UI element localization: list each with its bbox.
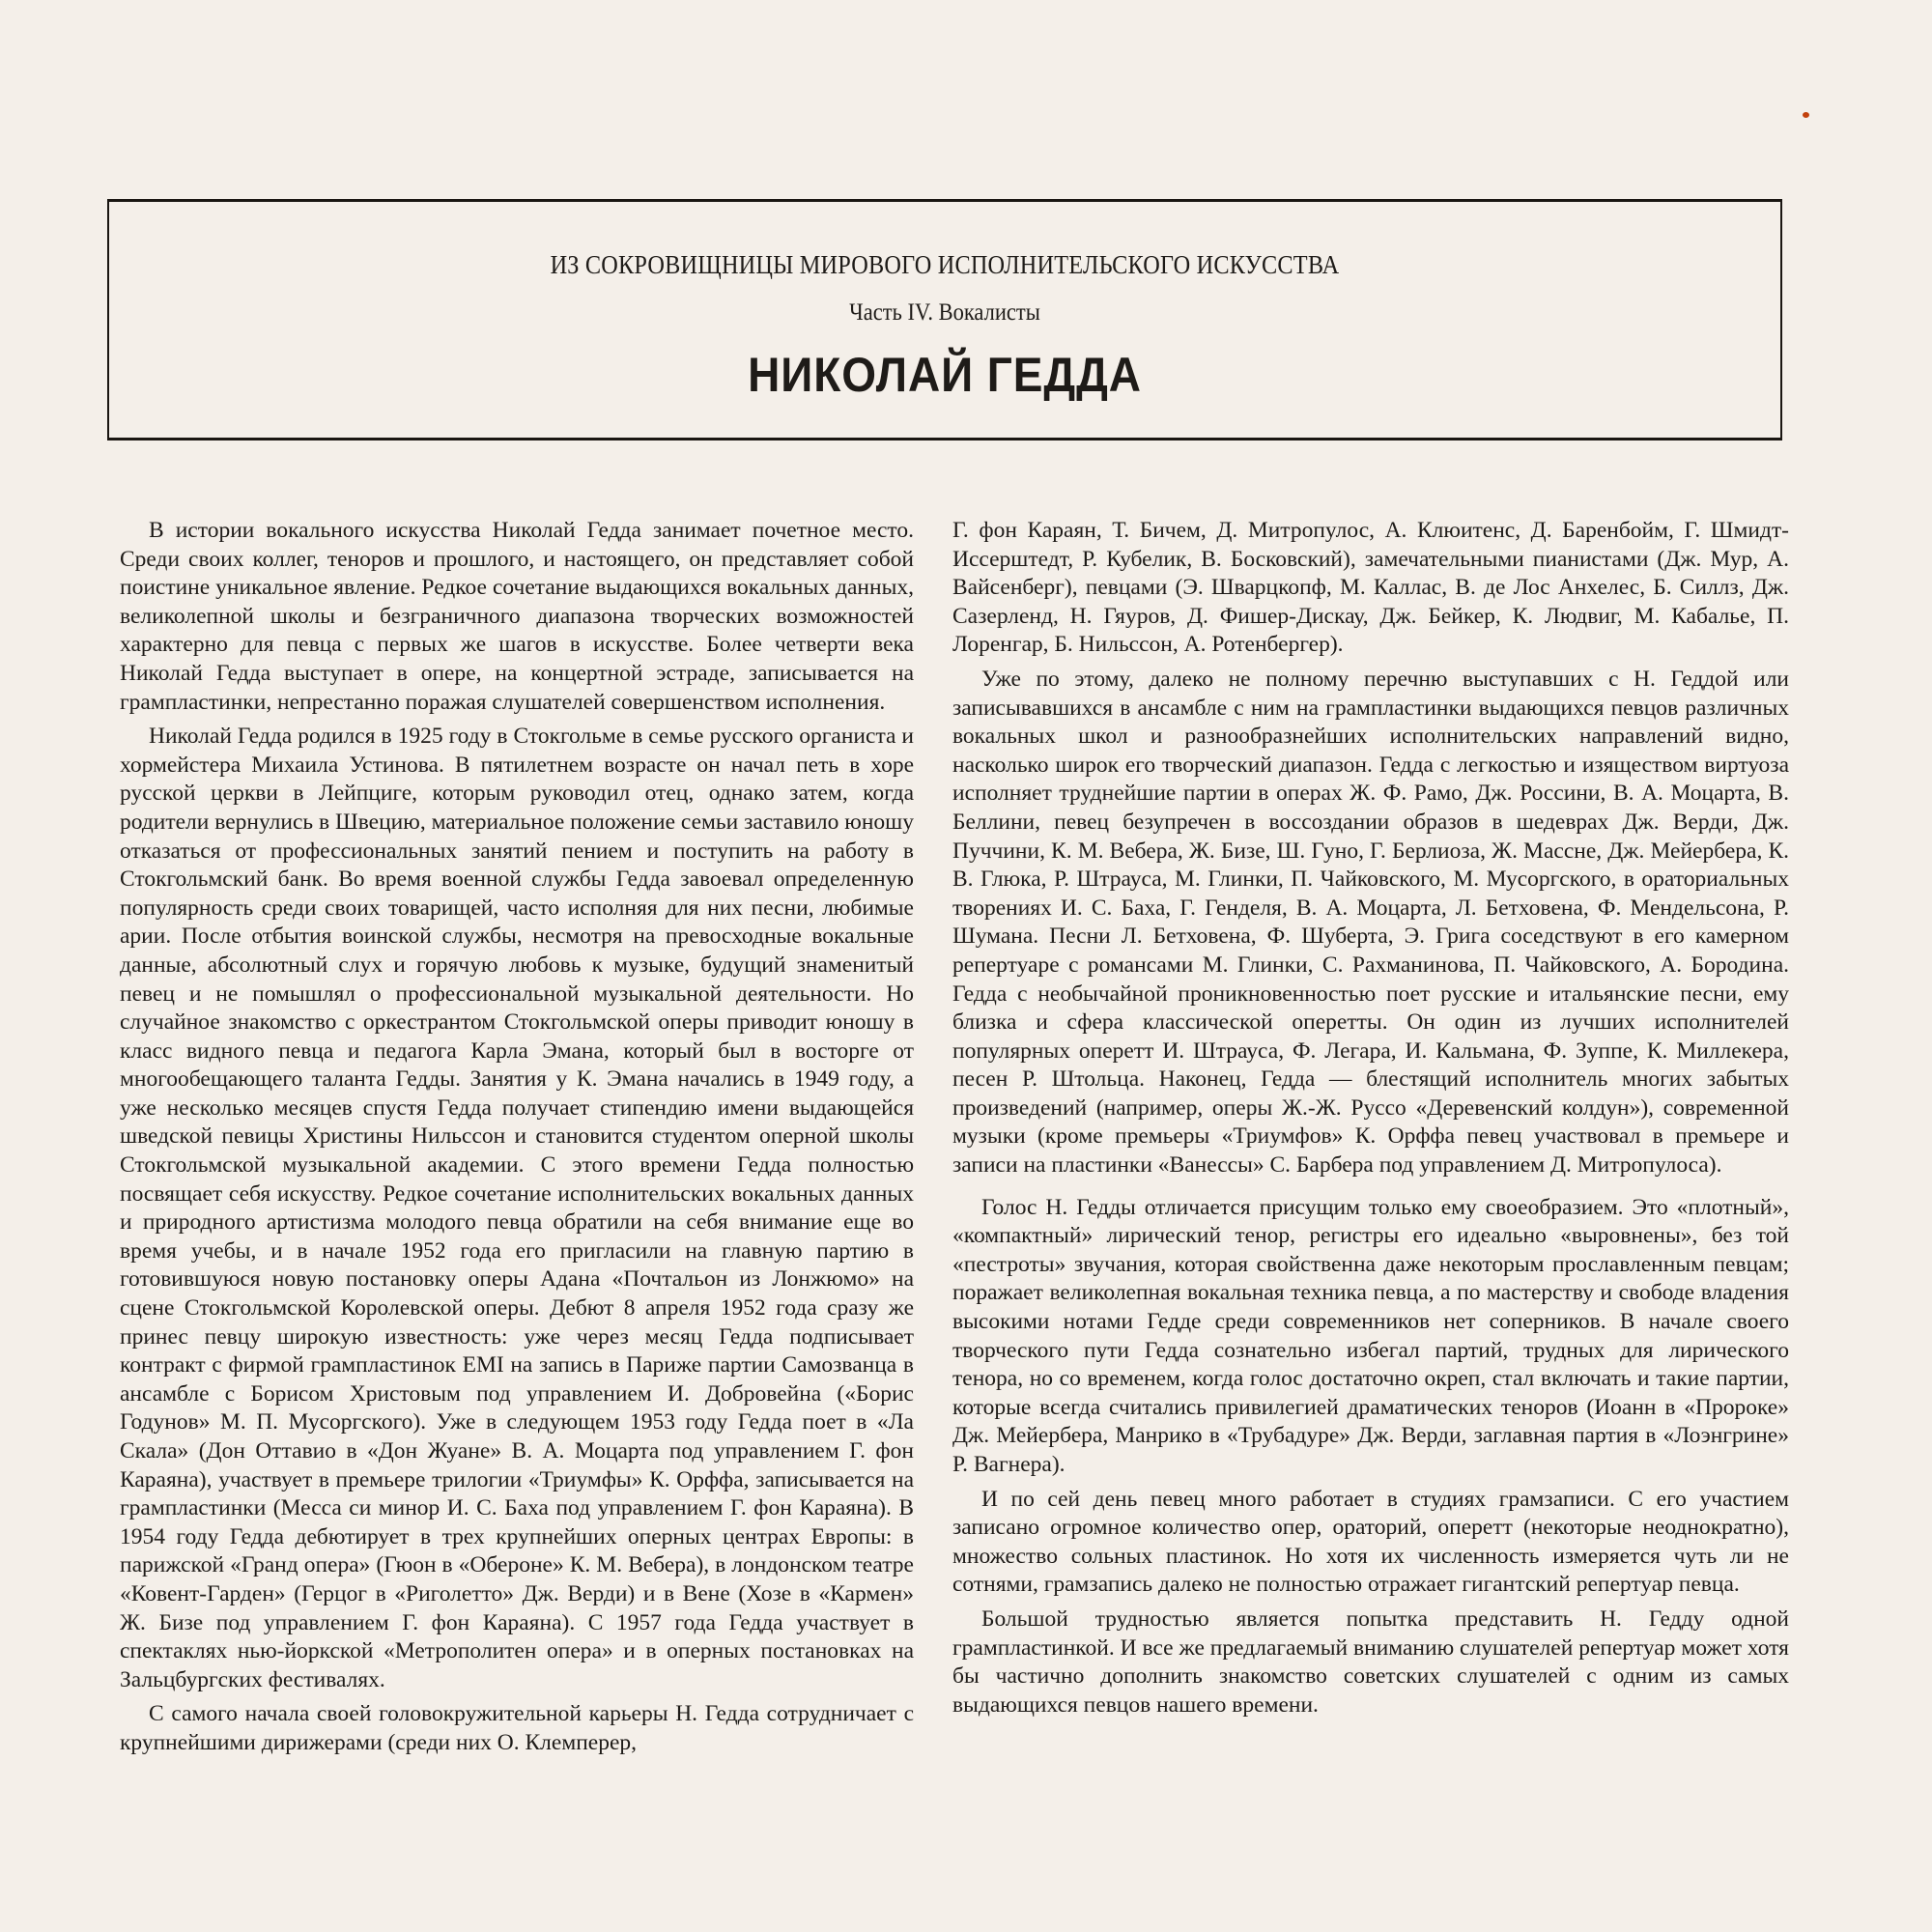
paragraph: Г. фон Караян, Т. Бичем, Д. Митропулос, А. Клюитенс, Д. Баренбойм, Г. Шмидт-Иссерштедт, Р. Кубелик, В. Босковский), замечательными пианистами (Дж. Мур, А. Вайсенберг), певцами (Э. Шварцкопф, М. Каллас, В. де Лос Анхелес, Б. Силлз, Дж. Сазерленд, Н. Гяуров, Д. Фишер-Дискау, Дж. Бейкер, К. Людвиг, М. Кабалье, П. Лоренгар, Б. Нильссон, А. Ротенбергер). bbox=[952, 518, 1789, 658]
series-title: ИЗ СОКРОВИЩНИЦЫ МИРОВОГО ИСПОЛНИТЕЛЬСКОГО ИСКУССТВА bbox=[550, 250, 1340, 279]
paragraph: Уже по этому, далеко не полному перечню выступавших с Н. Геддой или записывавшихся в ансамбле с ним на грампластинки выдающихся певцов различных вокальных школ и разнообразнейших исполнительских направлений видно, насколько широк его творческий диапазон. Гедда с легкостью и изяществом виртуоза исполняет труднейшие партии в операх Ж. Ф. Рамо, Дж. Россини, В. А. Моцарта, В. Беллини, певец безупречен в воссоздании образов в шедеврах Дж. Верди, Дж. Пуччини, К. М. Вебера, Ж. Бизе, Ш. Гуно, Г. Берлиоза, Ж. Массне, Дж. Мейербера, К. В. Глюка, Р. Штрауса, М. Глинки, П. Чайковского, М. Мусоргского, в ораториальных творениях И. С. Баха, Г. Генделя, В. А. Моцарта, Л. Бетховена, Ф. Мендельсона, Р. Шумана. Песни Л. Бетховена, Ф. Шуберта, Э. Грига соседствуют в его камерном репертуаре с романсами М. Глинки, С. Рахманинова, П. Чайковского, А. Бородина. Гедда с необычайной проникновенностью поет русские и итальянские песни, ему близка и сфера классической оперетты. Он один из лучших исполнителей популярных оперетт И. Штрауса, Ф. Легара, И. Кальмана, Ф. Зуппе, К. Миллекера, песен Р. Штольца. Наконец, Гедда — блестящий исполнитель многих забытых произведений (например, оперы Ж.-Ж. Руссо «Деревенский колдун»), современной музыки (кроме премьеры «Триумфов» К. Орффа певец участвовал в премьере и записи на пластинки «Ванессы» С. Барбера под управлением Д. Митропулоса). bbox=[952, 666, 1789, 1179]
paragraph: С самого начала своей головокружительной карьеры Н. Гедда сотрудничает с крупнейшими дирижерами (среди них О. Клемперер, bbox=[120, 1701, 914, 1755]
part-title: Часть IV. Вокалисты bbox=[849, 299, 1040, 326]
right-column bbox=[952, 517, 1789, 1725]
title-frame bbox=[107, 199, 1782, 440]
page-title: НИКОЛАЙ ГЕДДА bbox=[748, 348, 1142, 402]
paragraph: Большой трудностью является попытка представить Н. Гедду одной грампластинкой. И все же предлагаемый вниманию слушателей репертуар может хотя бы частично дополнить знакомство советских слушателей с одним из самых выдающихся певцов нашего времени. bbox=[952, 1605, 1789, 1718]
paper-stain bbox=[1803, 112, 1809, 118]
paragraph: Голос Н. Гедды отличается присущим только ему своеобразием. Это «плотный», «компактный» лирический тенор, регистры его идеально «выровнены», без той «пестроты» звучания, которая свойственна даже некоторым прославленным певцам; поражает великолепная вокальная техника певца, а по мастерству и свободе владения высокими нотами Гедде среди современников нет соперников. В начале своего творческого пути Гедда сознательно избегал партий, трудных для лирического тенора, но со временем, когда голос достаточно окреп, стал включать и такие партии, которые всегда считались привилегией драматических теноров (Иоанн в «Пророке» Дж. Мейербера, Манрико в «Трубадуре» Дж. Верди, заглавная партия в «Лоэнгрине» Р. Вагнера). bbox=[952, 1194, 1789, 1477]
left-column bbox=[120, 517, 914, 1764]
paragraph: И по сей день певец много работает в студиях грамзаписи. С его участием записано огромное количество опер, ораторий, оперетт (некоторые неоднократно), множество сольных пластинок. Но хотя их численность измеряется чуть ли не сотнями, грамзапись далеко не полностью отражает гигантский репертуар певца. bbox=[952, 1486, 1789, 1598]
paragraph: В истории вокального искусства Николай Гедда занимает почетное место. Среди своих коллег, теноров и прошлого, и настоящего, он представляет собой поистине уникальное явление. Редкое сочетание выдающихся вокальных данных, великолепной школы и безграничного диапазона творческих возможностей характерно для певца с первых же шагов в искусстве. Более четверти века Николай Гедда выступает в опере, на концертной эстраде, записывается на грампластинки, непрестанно поражая слушателей совершенством исполнения. bbox=[120, 518, 914, 715]
paragraph: Николай Гедда родился в 1925 году в Стокгольме в семье русского органиста и хормейстера Михаила Устинова. В пятилетнем возрасте он начал петь в хоре русской церкви в Лейпциге, которым руководил отец, однако затем, когда родители вернулись в Швецию, материальное положение семьи заставило юношу отказаться от профессиональных занятий пением и поступить на работу в Стокгольмский банк. Во время военной службы Гедда завоевал определенную популярность среди своих товарищей, часто исполняя для них песни, любимые арии. После отбытия воинской службы, несмотря на превосходные вокальные данные, абсолютный слух и горячую любовь к музыке, будущий знаменитый певец и не помышлял о профессиональной музыкальной деятельности. Но случайное знакомство с оркестрантом Стокгольмской оперы приводит юношу в класс видного певца и педагога Карла Эмана, который был в восторге от многообещающего таланта Гедды. Занятия у К. Эмана начались в 1949 году, а уже несколько месяцев спустя Гедда получает стипендию имени выдающейся шведской певицы Христины Нильссон и становится студентом оперной школы Стокгольмской музыкальной академии. С этого времени Гедда полностью посвящает себя искусству. Редкое сочетание исполнительских вокальных данных и природного артистизма молодого певца обратили на себя внимание еще во время учебы, и в начале 1952 года его пригласили на главную партию в готовившуюся новую постановку оперы Адана «Почтальон из Лонжюмо» на сцене Стокгольмской Королевской оперы. Дебют 8 апреля 1952 года сразу же принес певцу широкую известность: уже через месяц Гедда подписывает контракт с фирмой грампластинок EMI на запись в Париже партии Самозванца в ансамбле с Борисом Христовым под управлением И. Добровейна («Борис Годунов» М. П. Мусоргского). Уже в следующем 1953 году Гедда поет в «Ла Скала» (Дон Оттавио в «Дон Жуане» В. А. Моцарта под управлением Г. фон Караяна), участвует в премьере трилогии «Триумфы» К. Орффа, записывается на грампластинки (Месса си минор И. С. Баха под управлением Г. фон Караяна). В 1954 году Гедда дебютирует в трех крупнейших оперных центрах Европы: в парижской «Гранд опера» (Гюон в «Обероне» К. М. Вебера), в лондонском театре «Ковент-Гарден» (Герцог в «Риголетто» Дж. Верди) и в Вене (Хозе в «Кармен» Ж. Бизе под управлением Г. фон Караяна). С 1957 года Гедда участвует в спектаклях нью-йоркской «Метрополитен опера» и в оперных постановках на Зальцбургских фестивалях. bbox=[120, 724, 914, 1692]
